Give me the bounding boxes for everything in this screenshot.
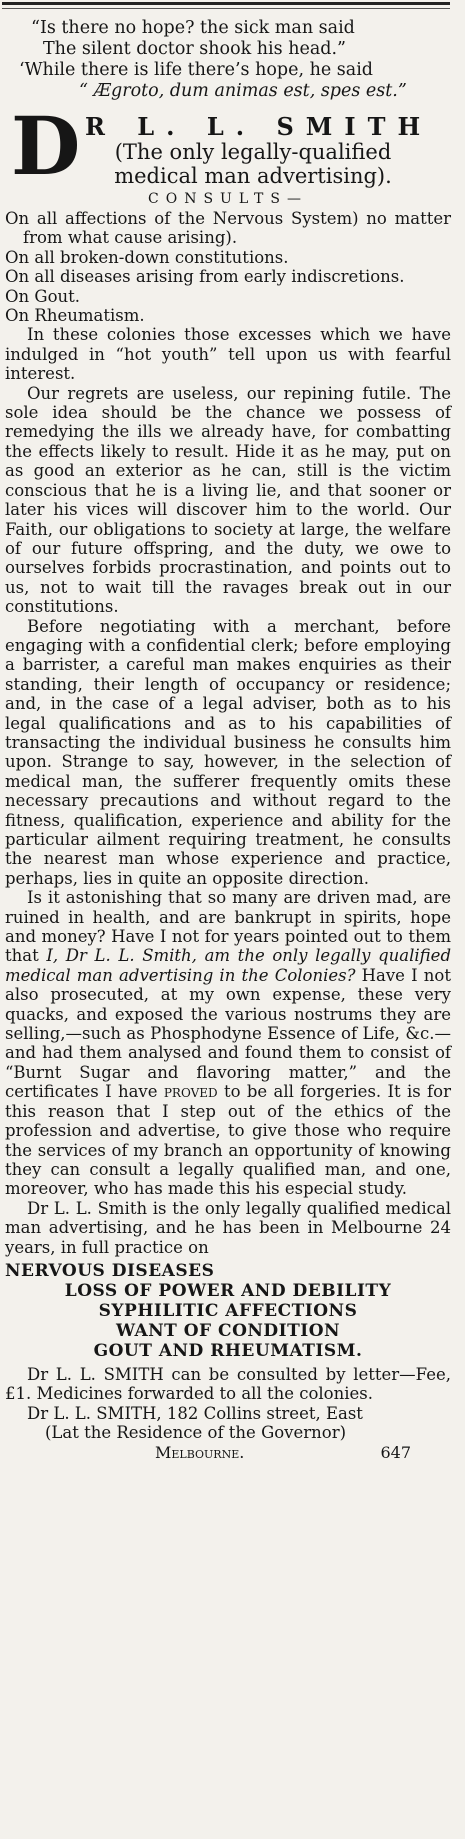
paragraph-text: Is it astonishing that so many are driven mad, are ruined in health, and are bankrupt in spirits, hope and money? Have I not for years pointed out to them that [5,888,451,966]
consults-item: On Rheumatism. [5,306,145,326]
ad-number: 647 [380,1442,411,1462]
body-paragraph: Our regrets are useless, our repining futile. The sole idea should be the chance we possess of remedying the ills we already have, for combatting the effects likely to result. Hide it as he may, put on as good an exterior as he can, still is the victim conscious that he is a living lie, and that sooner or later his vices will discover him to the world. Our Faith, our obligations to society at large, the welfare of our future offspring, and the duty, we owe to ourselves forbids procrastination, and points out to us, not to wait till the ravages break out in our constitutions. [5,383,451,617]
disease-heading: NERVOUS DISEASES [5,1260,215,1281]
disease-heading: LOSS OF POWER AND DEBILITY [64,1280,392,1301]
advertisement-column [5,18,451,1463]
consults-item: On all broken-down constitutions. [5,247,289,267]
paragraph-text: Have I not also prosecuted, at my own expense, these very quacks, and exposed the various nostrums they are selling,—such as Phosphodyne Essence of Life, &c.—and had them analysed and found them to consist of “Burnt Sugar and flavoring matter,” and the certificates I have [5,965,451,1102]
disease-heading: GOUT AND RHEUMATISM. [93,1340,363,1361]
advertisement-heading [5,99,451,193]
consults-label: CONSULTS— [148,191,308,207]
body-paragraph: In these colonies those excesses which we have indulged in “hot youth” tell upon us with fearful interest. [5,325,451,384]
paragraph-smallcaps-text: proved [163,1082,218,1102]
disease-heading: SYPHILITIC AFFECTIONS [98,1300,358,1321]
top-rule [2,2,450,5]
body-paragraph: Dr L. L. Smith is the only legally qualified medical man advertising, and he has been in Melbourne 24 years, in full practice on [5,1198,451,1257]
verse-line: The silent doctor shook his head.” [43,39,346,59]
epigraph-verse [5,18,451,102]
consults-item: On all affections of the Nervous System) no matter from what cause arising). [5,209,451,248]
verse-line: “Is there no hope? the sick man said [31,18,355,38]
consults-item: On all diseases arising from early indiscretions. [5,267,405,287]
city-name: Melbourne. [155,1442,245,1462]
residence-line: (Lat the Residence of the Governor) [45,1423,347,1443]
body-paragraph [5,888,451,1199]
body-paragraph: Before negotiating with a merchant, before engaging with a confidential clerk; before employing a barrister, a careful man makes enquiries as their standing, their length of occupancy or residence; and, in the case of a legal adviser, both as to his legal qualifications and as to his capabilities of transacting the individual business he consults him upon. Strange to say, however, in the selection of medical man, the sufferer frequently omits these necessary precautions and without regard to the fitness, qualification, experience and ability for the particular ailment requiring treatment, he consults the nearest man whose experience and practice, perhaps, lies in quite an opposite direction. [5,616,451,888]
disease-heading: WANT OF CONDITION [115,1320,341,1341]
top-rule-thin [2,8,450,9]
consults-item: On Gout. [5,286,81,306]
verse-latin-line: “ Ægroto, dum animas est, spes est.” [79,81,407,101]
verse-line: ‘While there is life there’s hope, he said [19,60,373,80]
heading-subtitle: (The only legally-qualified medical man advertising). [114,140,392,188]
address-line: Dr L. L. SMITH, 182 Collins street, East [27,1403,363,1423]
doctor-name: R L. L. SMITH [85,112,433,141]
paragraph-italic-text: I, Dr L. L. Smith, am the only legally qualified medical man advertising in the Colonies? [5,946,451,985]
consultation-fee-text: Dr L. L. SMITH can be consulted by letter—Fee, £1. Medicines forwarded to all the colonies. [5,1364,451,1404]
paragraph-text: to be all forgeries. It is for this reason that I step out of the ethics of the profession and advertise, to give those who require the services of my branch an opportunity of knowing they can consult a legally qualified man, and one, moreover, who has made this his especial study. [5,1082,451,1199]
footer-line [5,1443,451,1463]
drop-cap: D [11,99,81,193]
